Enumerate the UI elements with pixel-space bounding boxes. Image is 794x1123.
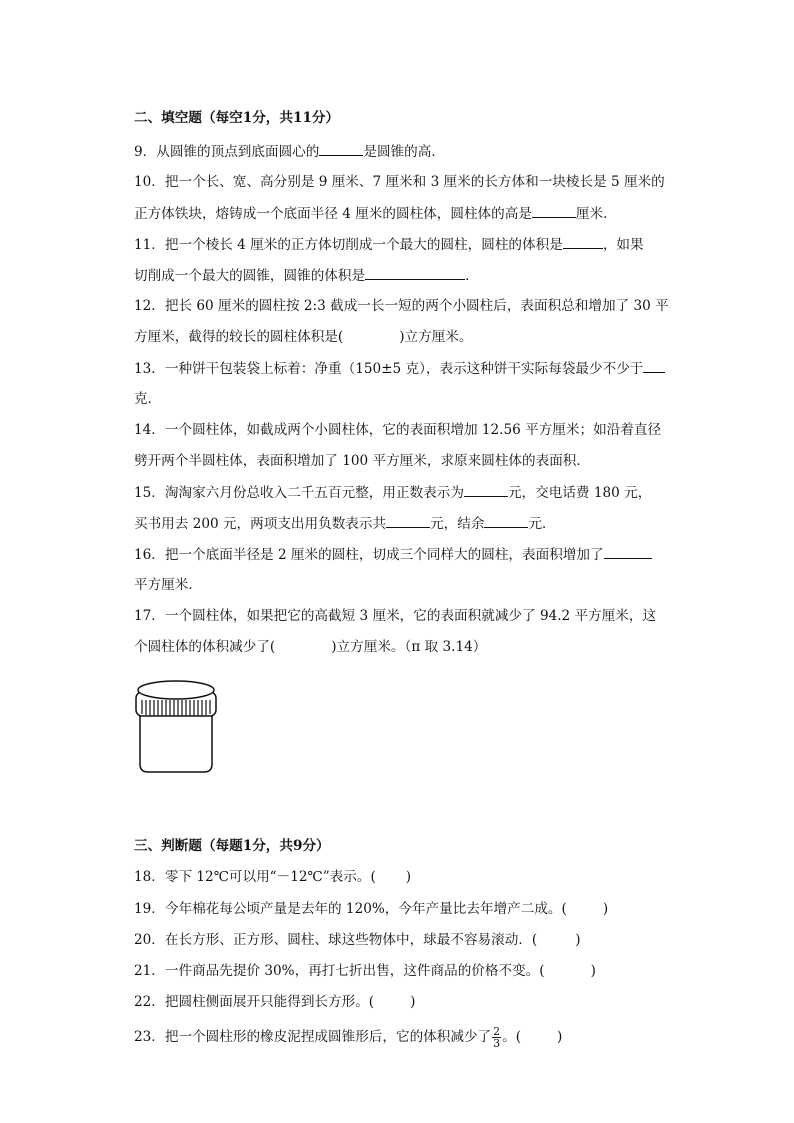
question-9: 9．从圆锥的顶点到底面圆心的 是圆锥的高． bbox=[134, 141, 445, 162]
question-14-line-2: 劈开两个半圆柱体，表面积增加了 100 平方厘米，求原来圆柱体的表面积． bbox=[134, 453, 590, 469]
question-11-line-2: 切削成一个最大的圆锥，圆锥的体积是 ． bbox=[134, 265, 479, 286]
question-12-line-1: 12．把长 60 厘米的圆柱按 2:3 截成一长一短的两个小圆柱后，表面积总和增加了 30 平 bbox=[134, 298, 669, 314]
question-20: 20．在长方形、正方形、圆柱、球这些物体中，球最不容易滚动．( ) bbox=[134, 932, 581, 948]
question-10-line-2: 正方体铁块，熔铸成一个底面半径 4 厘米的圆柱体，圆柱体的高是 厘米． bbox=[134, 203, 617, 224]
jar-icon bbox=[134, 676, 218, 776]
question-17-line-1: 17．一个圆柱体，如果把它的高截短 3 厘米，它的表面积就减少了 94.2 平方厘米，这 bbox=[134, 608, 657, 624]
question-19: 19．今年棉花每公顷产量是去年的 120%，今年产量比去年增产二成。( ) bbox=[134, 901, 609, 917]
answer-blank[interactable] bbox=[365, 265, 465, 280]
answer-blank[interactable] bbox=[464, 482, 508, 497]
answer-blank[interactable] bbox=[532, 203, 576, 218]
question-14-line-1: 14．一个圆柱体，如截成两个小圆柱体，它的表面积增加 12.56 平方厘米；如沿着直径 bbox=[134, 422, 662, 438]
question-16-line-1: 16．把一个底面半径是 2 厘米的圆柱，切成三个同样大的圆柱，表面积增加了 bbox=[134, 544, 652, 565]
question-23: 23．把一个圆柱形的橡皮泥捏成圆锥形后，它的体积减少了 $\frac{2}{3}$ 。( ) bbox=[134, 1025, 563, 1050]
question-13-line-1: 13．一种饼干包装袋上标着：净重（150±5 克），表示这种饼干实际每袋最少不少于 bbox=[134, 358, 665, 379]
question-15-line-2: 买书用去 200 元，两项支出用负数表示共 元，结余 元． bbox=[134, 513, 556, 534]
answer-blank[interactable] bbox=[643, 358, 665, 373]
question-12-line-2: 方厘米，截得的较长的圆柱体积是( )立方厘米。 bbox=[134, 329, 473, 345]
answer-blank[interactable] bbox=[319, 141, 363, 156]
answer-blank[interactable] bbox=[386, 513, 430, 528]
question-15-line-1: 15．淘淘家六月份总收入二千五百元整，用正数表示为 元，交电话费 180 元， bbox=[134, 482, 651, 503]
section-3-title: 三、判断题（每题1分，共9分） bbox=[134, 838, 330, 854]
question-16-line-2: 平方厘米． bbox=[134, 577, 202, 593]
answer-blank[interactable] bbox=[563, 234, 603, 249]
question-22: 22．把圆柱侧面展开只能得到长方形。( ) bbox=[134, 994, 416, 1010]
question-11-line-1: 11．把一个棱长 4 厘米的正方体切削成一个最大的圆柱，圆柱的体积是 ，如果 bbox=[134, 234, 644, 255]
question-18: 18．零下 12℃可以用“－12℃”表示。( ) bbox=[134, 869, 412, 885]
question-17-line-2: 个圆柱体的体积减少了( )立方厘米。（π 取 3.14） bbox=[134, 639, 487, 655]
answer-blank[interactable] bbox=[484, 513, 528, 528]
answer-blank[interactable] bbox=[604, 544, 652, 559]
question-13-line-2: 克． bbox=[134, 391, 162, 407]
question-10-line-1: 10．把一个长、宽、高分别是 9 厘米、7 厘米和 3 厘米的长方体和一块棱长是 5 厘米的 bbox=[134, 174, 665, 190]
section-2-title: 二、填空题（每空1分，共11分） bbox=[134, 110, 340, 126]
fraction-two-thirds: $\frac{2}{3}$ bbox=[493, 1025, 501, 1050]
question-21: 21．一件商品先提价 30%，再打七折出售，这件商品的价格不变。( ) bbox=[134, 963, 596, 979]
